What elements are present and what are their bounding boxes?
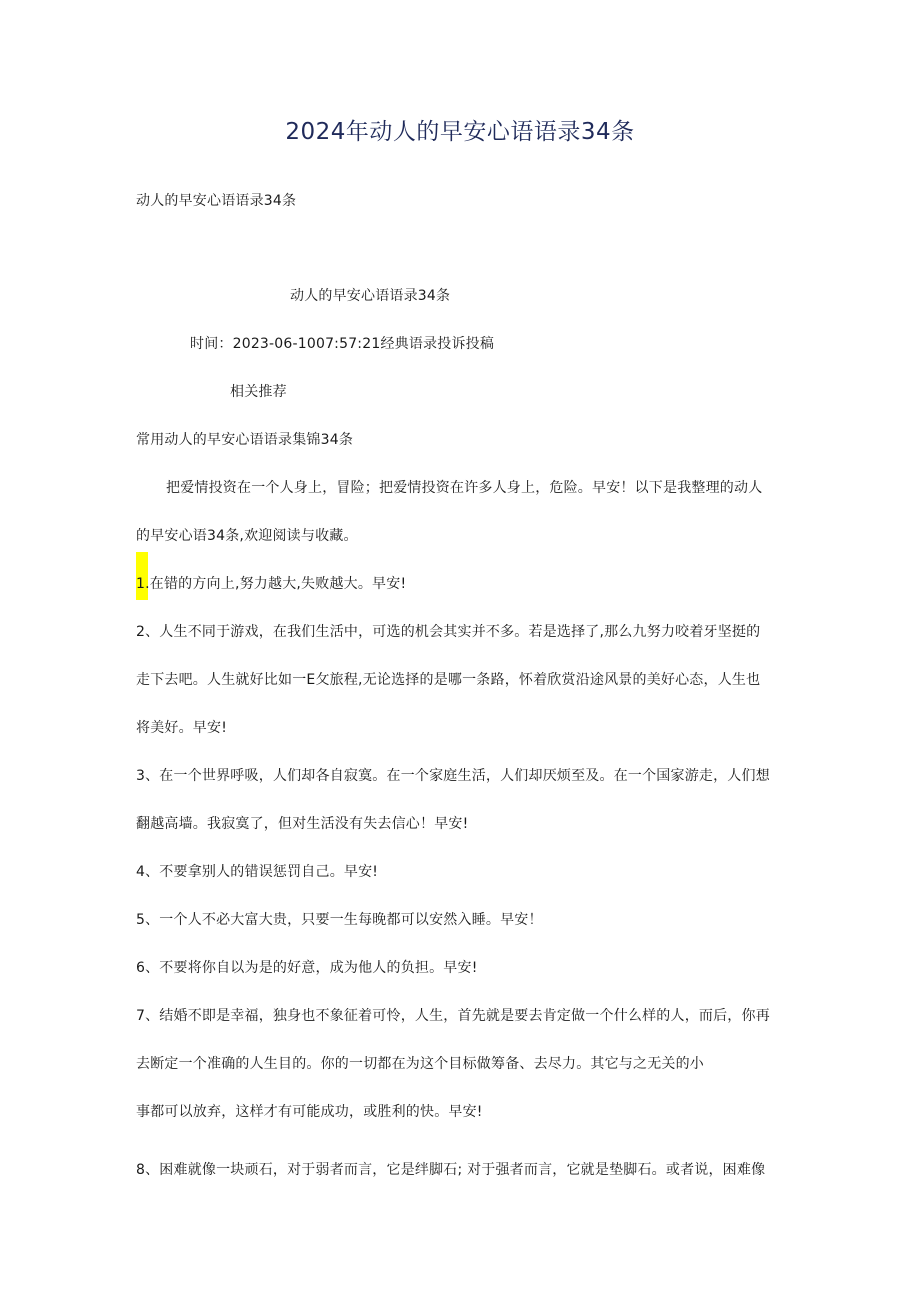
list-item-line: 1.在错的方向上,努力越大,失败越大。早安! [136,576,407,592]
center-heading: 动人的早安心语语录34条 [290,288,451,304]
list-item-line: 走下去吧。人生就好比如一E攵旅程,无论选择的是哪一条路，怀着欣赏沿途风景的美好心态，人生也 [136,672,761,688]
list-item-line: 翻越高墙。我寂寞了，但对生活没有失去信心！早安! [136,816,469,832]
intro-line: 的早安心语34条,欢迎阅读与收藏。 [136,528,358,544]
list-item-line: 去断定一个准确的人生目的。你的一切都在为这个目标做筹备、去尽力。其它与之无关的小 [136,1056,704,1072]
meta-line: 时间：2023-06-1007:57:21经典语录投诉投稿 [190,336,495,352]
list-item-line: 事都可以放弃，这样才有可能成功，或胜利的快。早安! [136,1104,483,1120]
list-item-line: 2、人生不同于游戏，在我们生活中，可选的机会其实并不多。若是选择了,那么九努力咬着牙坚挺的 [136,624,761,640]
collection-title: 常用动人的早安心语语录集锦34条 [136,432,354,448]
list-item-line: 将美好。早安! [136,720,228,736]
list-item-line: 8、困难就像一块顽石，对于弱者而言，它是绊脚石; 对于强者而言，它就是垫脚石。或者说，困难像 [136,1162,766,1178]
list-item-line: 3、在一个世界呼吸，人们却各自寂寞。在一个家庭生活，人们却厌烦至及。在一个国家游走，人们想 [136,768,770,784]
list-item-line: 7、结婚不即是幸福，独身也不象征着可怜，人生，首先就是要去肯定做一个什么样的人，而后，你再 [136,1008,770,1024]
subtitle: 动人的早安心语语录34条 [136,193,297,209]
related-label: 相关推荐 [230,384,287,400]
document-title: 2024年动人的早安心语语录34条 [285,119,635,145]
list-item-line: 6、不要将你自以为是的好意，成为他人的负担。早安! [136,960,478,976]
list-item-line: 5、一个人不必大富大贵，只要一生每晚都可以安然入睡。早安！ [136,912,543,928]
intro-line: 把爱情投资在一个人身上，冒险；把爱情投资在许多人身上，危险。早安！以下是我整理的动人 [166,480,763,496]
list-item-line: 4、不要拿别人的错误惩罚自己。早安! [136,864,379,880]
